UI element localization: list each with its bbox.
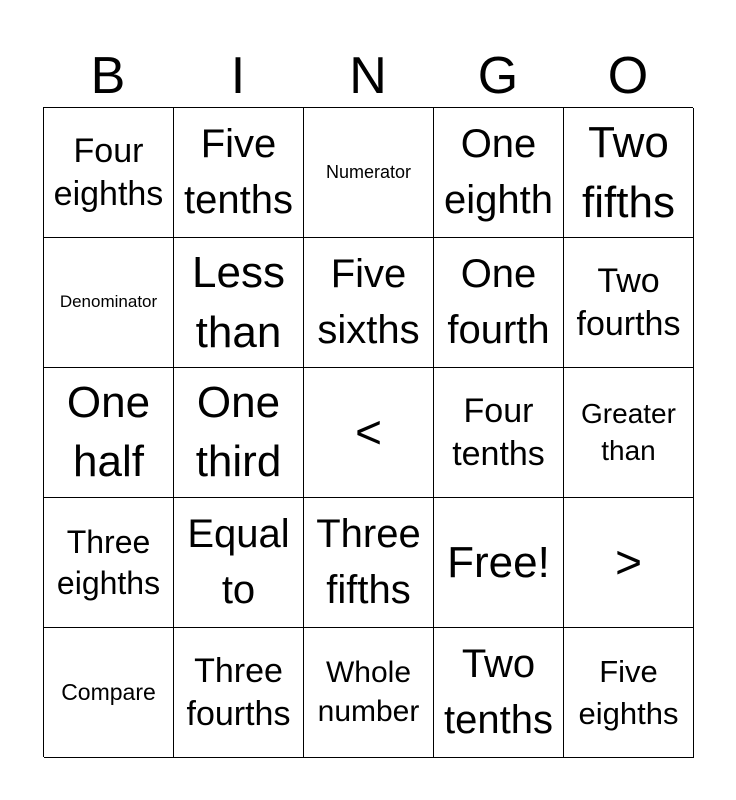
bingo-cell[interactable]: Two fourths xyxy=(564,238,694,368)
bingo-cell[interactable]: Greater than xyxy=(564,368,694,498)
bingo-cell[interactable]: One fourth xyxy=(434,238,564,368)
bingo-cell[interactable]: Numerator xyxy=(304,108,434,238)
bingo-cell[interactable]: Four eighths xyxy=(44,108,174,238)
bingo-cell[interactable]: Compare xyxy=(44,628,174,758)
bingo-cell[interactable]: Five sixths xyxy=(304,238,434,368)
bingo-cell[interactable]: One eighth xyxy=(434,108,564,238)
bingo-cell[interactable]: Two fifths xyxy=(564,108,694,238)
bingo-cell[interactable]: Equal to xyxy=(174,498,304,628)
bingo-card-grid xyxy=(43,107,693,757)
bingo-cell[interactable]: < xyxy=(304,368,434,498)
bingo-cell[interactable]: Two tenths xyxy=(434,628,564,758)
bingo-cell[interactable]: Four tenths xyxy=(434,368,564,498)
bingo-cell[interactable]: Three fifths xyxy=(304,498,434,628)
header-letter-n: N xyxy=(349,47,387,105)
header-letter-g: G xyxy=(477,47,519,105)
free-space-cell[interactable]: Free! xyxy=(434,498,564,628)
bingo-header xyxy=(43,44,693,108)
header-letter-b: B xyxy=(90,47,126,105)
bingo-cell[interactable]: Five eighths xyxy=(564,628,694,758)
bingo-cell[interactable]: Three eighths xyxy=(44,498,174,628)
bingo-cell[interactable]: Five tenths xyxy=(174,108,304,238)
bingo-cell[interactable]: Less than xyxy=(174,238,304,368)
header-letter-o: O xyxy=(607,47,649,105)
bingo-cell[interactable]: Whole number xyxy=(304,628,434,758)
header-letter-i: I xyxy=(230,47,246,105)
bingo-cell[interactable]: Three fourths xyxy=(174,628,304,758)
bingo-cell[interactable]: One third xyxy=(174,368,304,498)
bingo-cell[interactable]: > xyxy=(564,498,694,628)
bingo-cell[interactable]: Denominator xyxy=(44,238,174,368)
bingo-cell[interactable]: One half xyxy=(44,368,174,498)
